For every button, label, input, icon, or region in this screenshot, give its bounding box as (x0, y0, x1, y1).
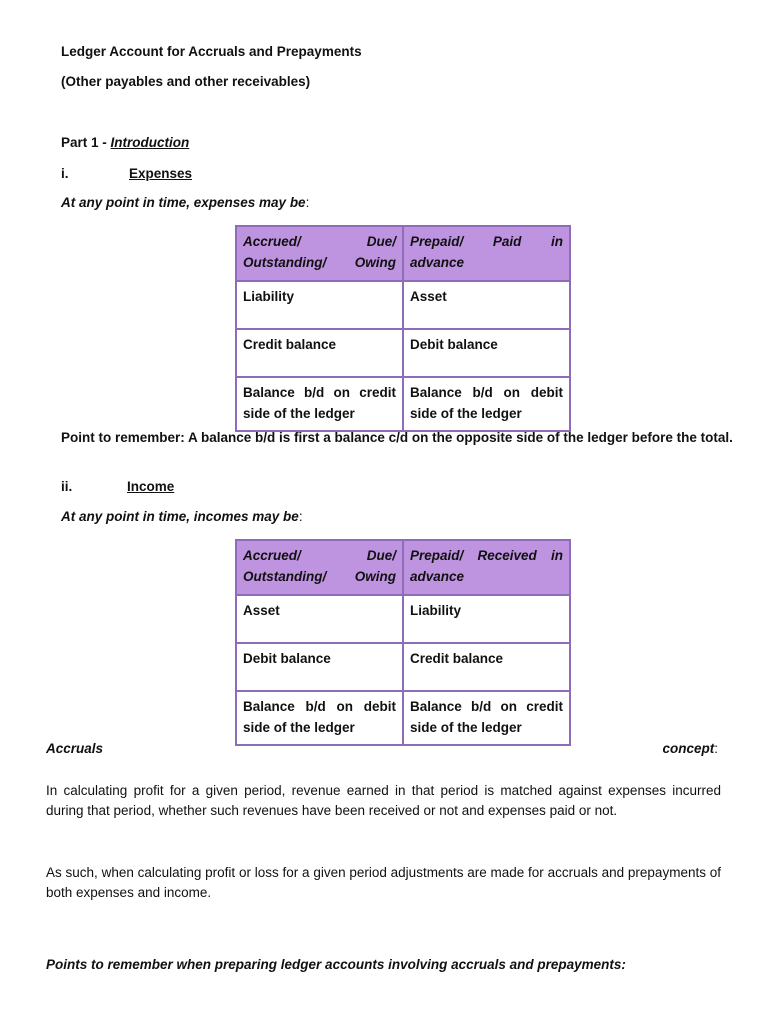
table-cell: Debit balance (236, 643, 403, 691)
table-cell: Balance b/d on credit side of the ledger (236, 377, 403, 431)
part-prefix: Part 1 - (61, 135, 107, 150)
table-cell: Liability (236, 281, 403, 329)
table-cell: Credit balance (236, 329, 403, 377)
table-header-cell: Prepaid/ Paid in advance (403, 226, 570, 281)
section-i-heading: Expenses (129, 166, 193, 181)
accruals-paragraph: In calculating profit for a given period, revenue earned in that period is matched against expenses incurred during that period, whether such revenues have been received or not and expenses paid or not. (46, 783, 721, 818)
point-to-remember: Point to remember: A balance b/d is first a balance c/d on the opposite side of the ledger before the total. (61, 430, 733, 445)
section-i-numeral: i. (61, 166, 69, 181)
table-header-cell: Prepaid/ Received in advance (403, 540, 570, 595)
table-cell: Credit balance (403, 643, 570, 691)
table-row (236, 691, 570, 745)
table-header-cell: Accrued/ Due/ Outstanding/ Owing (236, 226, 403, 281)
table-header-row (236, 540, 570, 595)
table-cell: Asset (236, 595, 403, 643)
section-ii-numeral: ii. (61, 479, 73, 494)
table-row (236, 377, 570, 431)
table-cell: Balance b/d on debit side of the ledger (403, 377, 570, 431)
points-heading: Points to remember when preparing ledger accounts involving accruals and prepayments: (46, 957, 626, 972)
document-title: Ledger Account for Accruals and Prepayments (61, 44, 362, 59)
table-row (236, 281, 570, 329)
income-intro: At any point in time, incomes may be: (61, 509, 303, 524)
accruals-word: Accruals (46, 741, 104, 756)
table-header-row (236, 226, 570, 281)
expenses-table (235, 225, 571, 432)
concept-word: concept: (662, 741, 718, 756)
part-heading (61, 135, 189, 150)
table-row (236, 329, 570, 377)
income-table (235, 539, 571, 746)
adjustments-paragraph: As such, when calculating profit or loss for a given period adjustments are made for accruals and prepayments of both expenses and income. (46, 865, 721, 900)
table-row (236, 595, 570, 643)
expenses-intro: At any point in time, expenses may be: (61, 195, 310, 210)
table-header-cell: Accrued/ Due/ Outstanding/ Owing (236, 540, 403, 595)
table-cell: Balance b/d on debit side of the ledger (236, 691, 403, 745)
table-cell: Asset (403, 281, 570, 329)
part-label: Introduction (110, 135, 190, 150)
table-cell: Debit balance (403, 329, 570, 377)
table-row (236, 643, 570, 691)
section-ii-heading: Income (127, 479, 175, 494)
table-cell: Liability (403, 595, 570, 643)
document-subtitle: (Other payables and other receivables) (61, 74, 311, 89)
table-cell: Balance b/d on credit side of the ledger (403, 691, 570, 745)
